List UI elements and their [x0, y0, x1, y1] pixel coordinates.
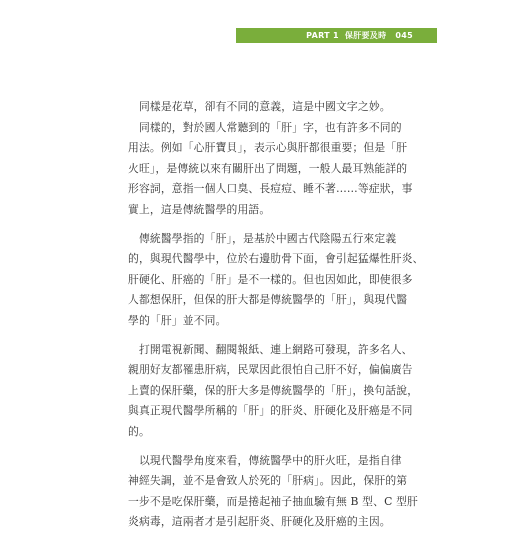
- paragraph-gap: [128, 221, 396, 229]
- paragraph: [128, 118, 413, 221]
- page-number: 045: [395, 31, 413, 40]
- text-line: 一步不是吃保肝藥，而是捲起袖子抽血驗有無 B 型、C 型肝: [128, 494, 418, 508]
- text-line: 實上，這是傳統醫學的用語。: [128, 202, 271, 216]
- text-line: 上賣的保肝藥，保的肝大多是傳統醫學的「肝」，換句話說，: [128, 383, 419, 397]
- text-line: 打開電視新聞、翻閱報紙、連上網路可發現，許多名人、: [128, 342, 413, 356]
- text-line: 炎病毒，這兩者才是引起肝炎、肝硬化及肝癌的主因。: [128, 515, 391, 529]
- text-line: 傳統醫學指的「肝」，是基於中國古代陰陽五行來定義: [128, 231, 397, 245]
- part-label: PART 1: [306, 31, 339, 40]
- paragraph: [128, 97, 396, 118]
- text-line: 同樣的，對於國人常聽到的「肝」字，也有許多不同的: [128, 120, 402, 134]
- text-line: 肝硬化、肝癌的「肝」是不一樣的。但也因如此，即使很多: [128, 272, 413, 286]
- chapter-title: 保肝要及時: [344, 31, 387, 40]
- paragraph: [128, 229, 424, 332]
- body-text: [128, 97, 424, 533]
- text-line: 學的「肝」並不同。: [128, 313, 227, 327]
- text-line: 形容詞，意指一個人口臭、長痘痘、睡不著……等症狀，事: [128, 182, 413, 196]
- text-line: 同樣是花草，卻有不同的意義，這是中國文字之妙。: [128, 100, 391, 113]
- text-line: 的。: [128, 424, 150, 438]
- paragraph-gap: [128, 443, 396, 451]
- text-line: 以現代醫學角度來看，傳統醫學中的肝火旺，是指自律: [128, 453, 402, 467]
- text-line: 神經失調，並不是會致人於死的「肝病」。因此，保肝的第: [128, 474, 408, 488]
- text-line: 人都想保肝，但保的肝大都是傳統醫學的「肝」，與現代醫: [128, 293, 408, 307]
- text-line: 與真正現代醫學所稱的「肝」的肝炎、肝硬化及肝癌是不同: [128, 404, 413, 418]
- paragraph-gap: [128, 332, 396, 340]
- paragraph: [128, 340, 419, 443]
- text-line: 用法。例如「心肝寶貝」，表示心與肝都很重要；但是「肝: [128, 141, 408, 155]
- text-line: 的，與現代醫學中，位於右邊肋骨下面，會引起猛爆性肝炎、: [128, 252, 424, 266]
- text-line: 火旺」，是傳統以來有關肝出了問題，一般人最耳熟能詳的: [128, 161, 408, 175]
- paragraph: [128, 451, 418, 533]
- running-header: [236, 28, 437, 43]
- text-line: 親朋好友都罹患肝病，民眾因此很怕自己肝不好，偏偏廣告: [128, 363, 413, 377]
